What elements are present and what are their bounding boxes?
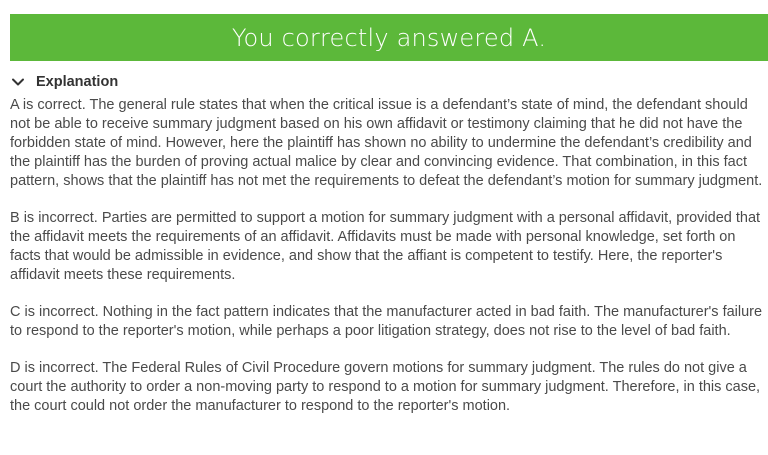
explanation-toggle[interactable]	[10, 72, 118, 92]
explanation-body	[10, 96, 768, 434]
result-banner	[10, 14, 768, 61]
result-banner-text: You correctly answered A.	[231, 23, 547, 52]
explanation-paragraph-d: D is incorrect. The Federal Rules of Civil Procedure govern motions for summary judgment. The rules do not give a court the authority to order a non-moving party to respond to a motion for summary judgment. Therefore, in this case, the court could not order the manufacturer to respond to the reporter's motion.	[10, 360, 761, 414]
chevron-down-icon	[10, 74, 26, 90]
explanation-paragraph-b: B is incorrect. Parties are permitted to support a motion for summary judgment with a personal affidavit, provided that the affidavit meets the requirements of an affidavit. Affidavits must be made with personal knowledge, set forth on facts that would be admissible in evidence, and show that the affiant is competent to testify. Here, the reporter's affidavit meets these requirements.	[10, 210, 761, 283]
explanation-label: Explanation	[36, 74, 119, 90]
explanation-paragraph-c: C is incorrect. Nothing in the fact pattern indicates that the manufacturer acted in bad faith. The manufacturer's failure to respond to the reporter's motion, while perhaps a poor litigation strategy, does not rise to the level of bad faith.	[10, 304, 763, 339]
explanation-paragraph-a: A is correct. The general rule states that when the critical issue is a defendant’s state of mind, the defendant should not be able to receive summary judgment based on his own affidavit or testimony claiming that he did not have the forbidden state of mind. However, here the plaintiff has shown no ability to undermine the defendant’s credibility and the plaintiff has the burden of proving actual malice by clear and convincing evidence. That combination, in this fact pattern, shows that the plaintiff has not met the requirements to defeat the defendant’s motion for summary judgment.	[10, 97, 763, 189]
